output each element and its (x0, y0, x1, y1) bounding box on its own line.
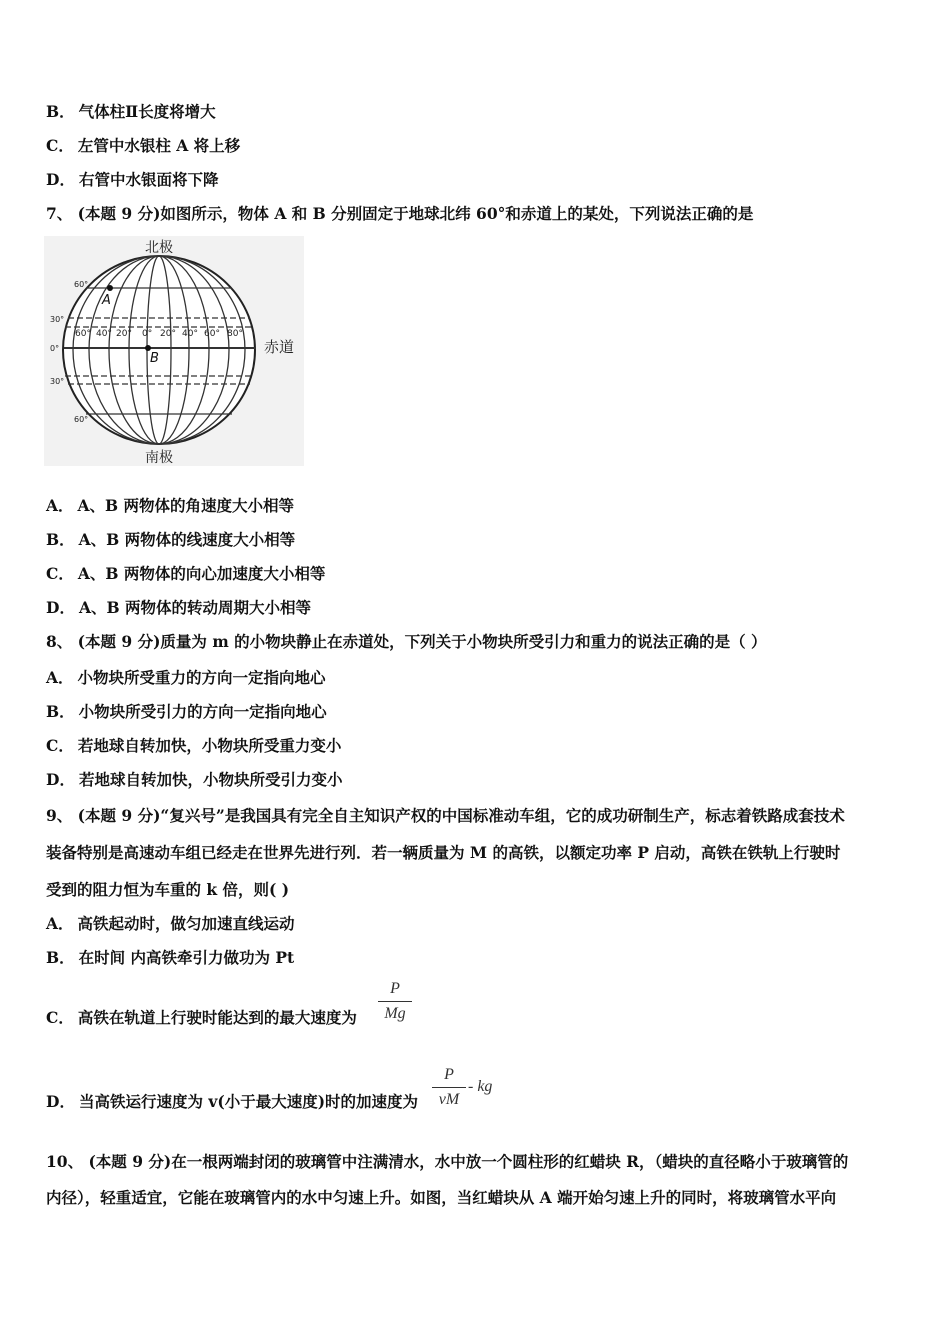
q6-option-c: C． 左管中水银柱 A 将上移 (46, 136, 241, 155)
point-b-label: B (150, 351, 159, 366)
lon-label: 80° (227, 329, 243, 339)
globe-figure (44, 236, 304, 466)
q8-option-a: A． 小物块所受重力的方向一定指向地心 (46, 668, 326, 687)
q10-line2: 内径），轻重适宜，它能在玻璃管内的水中匀速上升。如图，当红蜡块从 A 端开始匀速上升的同时，将玻璃管水平向 (46, 1188, 837, 1207)
q9-option-a: A． 高铁起动时，做匀加速直线运动 (46, 914, 295, 933)
q9-option-d: D． 当高铁运行速度为 v(小于最大速度)时的加速度为 (46, 1092, 419, 1111)
lon-label: 20° (160, 329, 176, 339)
lon-label: 40° (96, 329, 112, 339)
q9-stem-line2: 装备特别是高速动车组已经走在世界先进行列．若一辆质量为 M 的高铁，以额定功率 P 启动，高铁在铁轨上行驶时 (46, 843, 841, 862)
q6-option-b: B． 气体柱Ⅱ长度将增大 (46, 102, 216, 121)
north-pole-label: 北极 (145, 240, 173, 256)
q7-option-b: B． A、B 两物体的线速度大小相等 (46, 530, 296, 549)
q8-option-d: D． 若地球自转加快，小物块所受引力变小 (46, 770, 343, 789)
equator-label: 赤道 (264, 338, 295, 356)
lat-label-0: 0° (50, 344, 60, 353)
south-pole-label: 南极 (145, 450, 173, 466)
point-a-dot (107, 285, 113, 291)
lat-label-30n: 30° (50, 315, 65, 324)
q10-line1: 10、 (本题 9 分)在一根两端封闭的玻璃管中注满清水，水中放一个圆柱形的红蜡块 R，（蜡块的直径略小于玻璃管的 (46, 1152, 849, 1171)
q7-option-a: A． A、B 两物体的角速度大小相等 (46, 496, 295, 515)
q7-option-d: D． A、B 两物体的转动周期大小相等 (46, 598, 311, 617)
fraction-d-suffix: - kg (468, 1078, 493, 1095)
q8-option-b: B． 小物块所受引力的方向一定指向地心 (46, 702, 327, 721)
q7-option-c: C． A、B 两物体的向心加速度大小相等 (46, 564, 326, 583)
q8-option-c: C． 若地球自转加快，小物块所受重力变小 (46, 736, 342, 755)
lon-label: 20° (116, 329, 132, 339)
fraction-d-numerator: P (444, 1066, 454, 1083)
fraction-c (378, 980, 412, 1023)
lon-label: 40° (182, 329, 198, 339)
lat-label-60s: 60° (74, 415, 89, 424)
q9-stem-line3: 受到的阻力恒为车重的 k 倍，则( ) (46, 880, 290, 899)
fraction-d (432, 1066, 466, 1109)
q7-stem: 7、 (本题 9 分)如图所示，物体 A 和 B 分别固定于地球北纬 60°和赤道上的某处，下列说法正确的是 (46, 204, 754, 223)
q8-stem: 8、 (本题 9 分)质量为 m 的小物块静止在赤道处，下列关于小物块所受引力和重力的说法正确的是（ ） (46, 632, 767, 651)
fraction-d-denominator: vM (438, 1091, 460, 1108)
q6-option-d: D． 右管中水银面将下降 (46, 170, 219, 189)
lat-label-60n: 60° (74, 280, 89, 289)
lon-label: 60° (204, 329, 220, 339)
q9-option-c: C． 高铁在轨道上行驶时能达到的最大速度为 (46, 1008, 357, 1027)
globe-outline (63, 256, 255, 444)
lon-label: 60° (75, 329, 91, 339)
q9-stem-line1: 9、 (本题 9 分)“复兴号”是我国具有完全自主知识产权的中国标准动车组，它的成功研制生产，标志着铁路成套技术 (46, 806, 845, 825)
q9-option-b: B． 在时间 内高铁牵引力做功为 Pt (46, 948, 295, 967)
point-a-label: A (102, 293, 111, 308)
fraction-c-denominator: Mg (384, 1005, 406, 1022)
lon-label: 0° (142, 329, 153, 339)
fraction-c-numerator: P (390, 980, 400, 997)
lat-label-30s: 30° (50, 377, 65, 386)
